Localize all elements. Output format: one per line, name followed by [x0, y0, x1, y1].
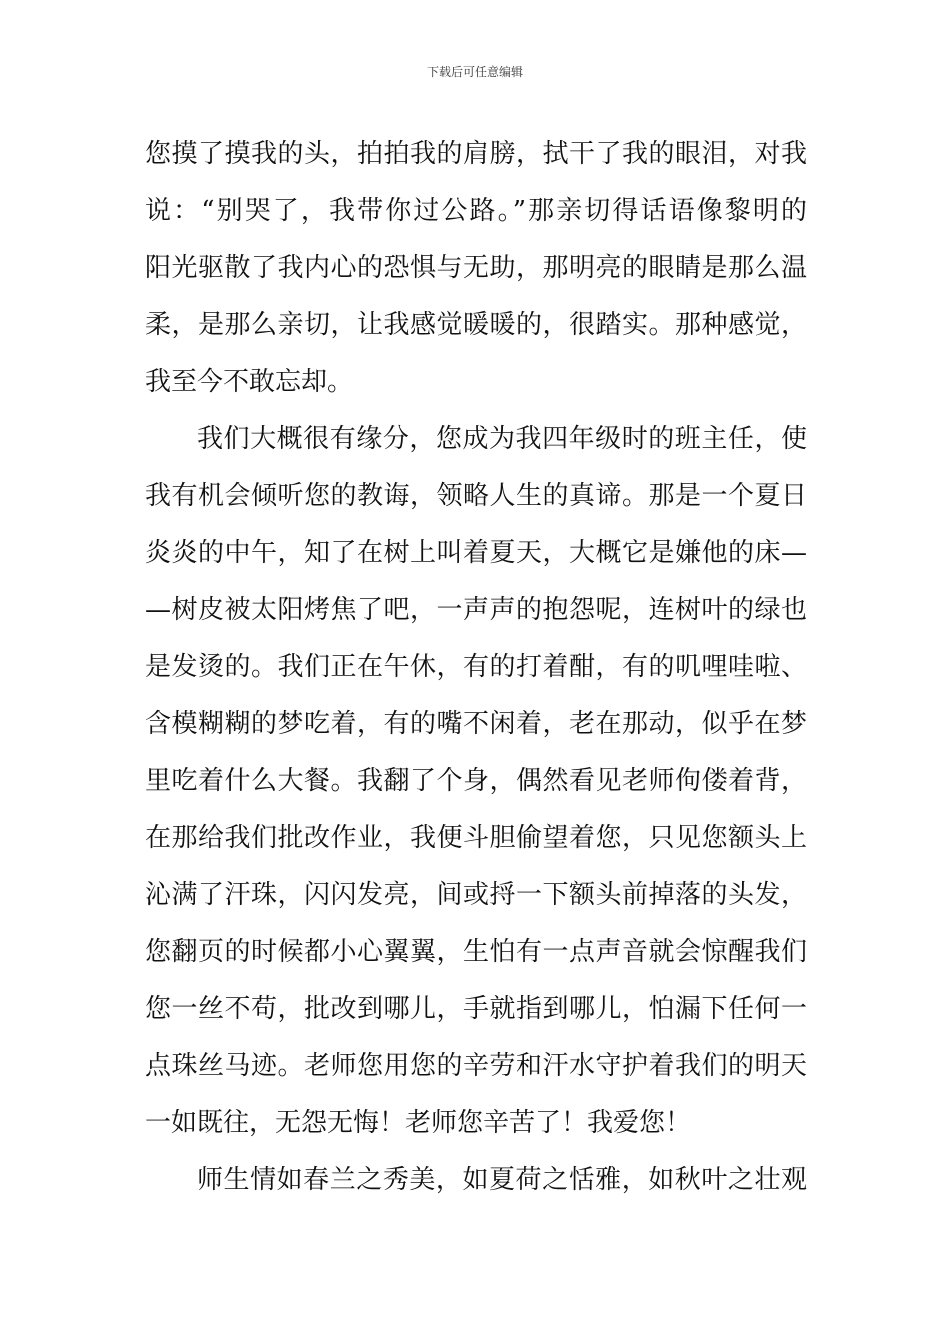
text-line: 含模糊糊的梦吃着，有的嘴不闲着，老在那动，似乎在梦 [145, 709, 807, 739]
text-line: 您翻页的时候都小心翼翼，生怕有一点声音就会惊醒我们 [145, 937, 807, 967]
text-line: —树皮被太阳烤焦了吧，一声声的抱怨呢，连树叶的绿也 [145, 595, 807, 625]
text-line: 说：“别哭了，我带你过公路。”那亲切得话语像黎明的 [145, 196, 807, 226]
text-line: 炎炎的中午，知了在树上叫着夏天，大概它是嫌他的床— [145, 538, 807, 568]
paragraph-start-line: 师生情如春兰之秀美，如夏荷之恬雅，如秋叶之壮观 [197, 1165, 807, 1195]
document-body [145, 126, 807, 1209]
text-line: 阳光驱散了我内心的恐惧与无助，那明亮的眼睛是那么温 [145, 253, 807, 283]
text-line: 沁满了汗珠，闪闪发亮，间或捋一下额头前掉落的头发， [145, 880, 807, 910]
text-line: 柔，是那么亲切，让我感觉暖暖的，很踏实。那种感觉， [145, 310, 807, 340]
text-line: 是发烫的。我们正在午休，有的打着酣，有的叽哩哇啦、 [145, 652, 807, 682]
page-header: 下载后可任意编辑 [426, 65, 523, 79]
text-line: 点珠丝马迹。老师您用您的辛劳和汗水守护着我们的明天 [145, 1051, 807, 1081]
text-line: 里吃着什么大餐。我翻了个身，偶然看见老师佝偻着背， [145, 766, 807, 796]
text-line: 您摸了摸我的头，拍拍我的肩膀，拭干了我的眼泪，对我 [145, 139, 807, 169]
paragraph-start-line: 我们大概很有缘分，您成为我四年级时的班主任，使 [197, 424, 807, 454]
text-line: 我有机会倾听您的教诲，领略人生的真谛。那是一个夏日 [145, 481, 807, 511]
text-line: 一如既往，无怨无悔！老师您辛苦了！我爱您！ [145, 1108, 692, 1138]
text-line: 您一丝不苟，批改到哪儿，手就指到哪儿，怕漏下任何一 [145, 994, 807, 1024]
text-line: 我至今不敢忘却。 [145, 367, 354, 397]
text-line: 在那给我们批改作业，我便斗胆偷望着您，只见您额头上 [145, 823, 807, 853]
